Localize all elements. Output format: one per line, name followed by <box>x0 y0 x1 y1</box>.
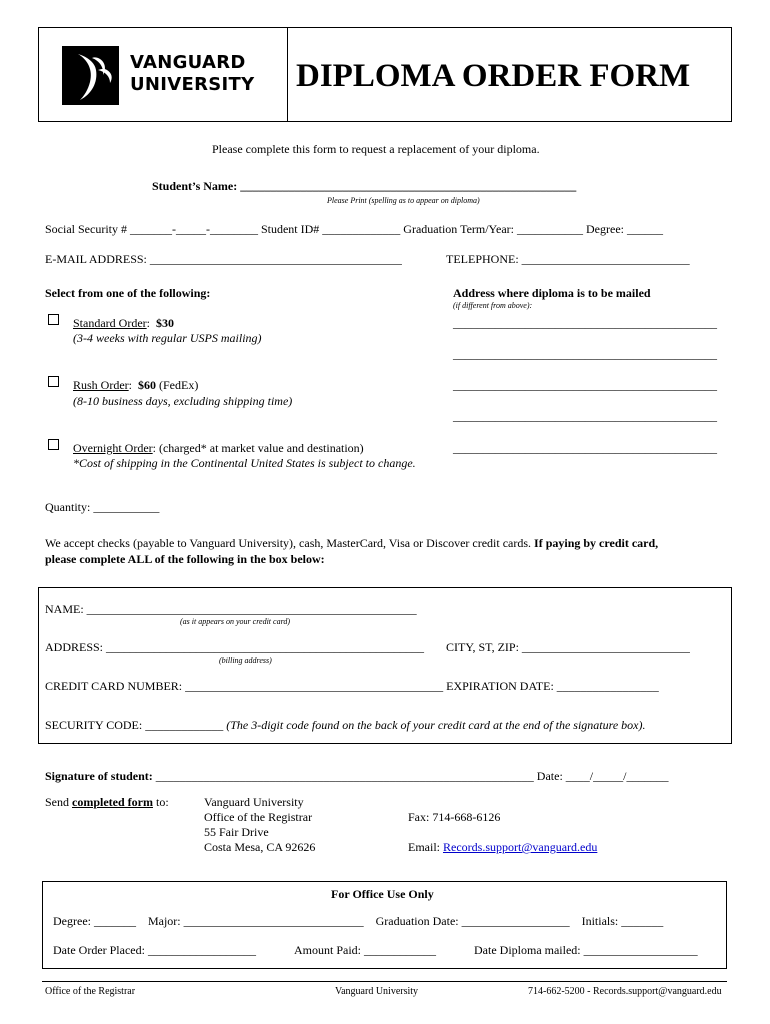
fax-number: Fax: 714-668-6126 <box>408 810 501 824</box>
id-fields-line[interactable]: Social Security # _______-_____-________ Student ID# _____________ Graduation Term/Year: ___________ Degree: ______ <box>45 222 663 236</box>
email-contact: Email: Records.support@vanguard.edu <box>408 840 598 854</box>
office-use-title: For Office Use Only <box>331 887 434 901</box>
quantity-field[interactable]: Quantity: ___________ <box>45 500 160 514</box>
amount-paid-field[interactable]: Amount Paid: ____________ <box>294 943 437 957</box>
student-name-hint: Please Print (spelling as to appear on diploma) <box>327 196 480 205</box>
footer-center: Vanguard University <box>335 986 419 997</box>
payment-instruction: please complete ALL of the following in the box below: <box>45 552 325 566</box>
select-heading: Select from one of the following: <box>45 286 211 300</box>
student-name-field[interactable]: Student’s Name: ________________________________________________________ <box>152 179 577 193</box>
rush-order-label: Rush Order: $60 (FedEx) <box>73 378 199 392</box>
mailing-address-line[interactable]: ____________________________________________ <box>453 441 717 455</box>
overnight-order-checkbox[interactable] <box>48 439 59 450</box>
mailing-address-line[interactable]: ____________________________________________ <box>453 378 717 392</box>
cc-address-hint: (billing address) <box>219 656 272 665</box>
footer-right: 714-662-5200 - Records.support@vanguard.edu <box>528 986 722 997</box>
mailing-address-line[interactable]: ____________________________________________ <box>453 316 717 330</box>
standard-order-checkbox[interactable] <box>48 314 59 325</box>
send-address-line: Office of the Registrar <box>204 810 313 824</box>
standard-order-label: Standard Order: $30 <box>73 316 174 330</box>
email-field[interactable]: E-MAIL ADDRESS: __________________________________________ <box>45 252 402 266</box>
office-use-row-1[interactable]: Degree: _______ Major: ______________________________ Graduation Date: __________________ Initials: _______ <box>53 914 664 928</box>
overnight-order-label: Overnight Order: (charged* at market value and destination) <box>73 441 364 455</box>
footer-rule <box>42 981 727 982</box>
intro-text: Please complete this form to request a replacement of your diploma. <box>212 142 540 156</box>
standard-order-note: (3-4 weeks with regular USPS mailing) <box>73 331 262 345</box>
cc-name-field[interactable]: NAME: _______________________________________________________ <box>45 602 417 616</box>
cc-number-field[interactable]: CREDIT CARD NUMBER: ___________________________________________ EXPIRATION DATE: _________________ <box>45 679 659 693</box>
mailing-address-subheading: (if different from above): <box>453 301 533 310</box>
university-logo-icon <box>62 46 119 105</box>
cc-name-hint: (as it appears on your credit card) <box>180 617 291 626</box>
overnight-order-note: *Cost of shipping in the Continental United States is subject to change. <box>73 456 416 470</box>
cc-address-field[interactable]: ADDRESS: _____________________________________________________ <box>45 640 425 654</box>
telephone-field[interactable]: TELEPHONE: ____________________________ <box>446 252 690 266</box>
footer-left: Office of the Registrar <box>45 986 136 997</box>
send-address-line: Costa Mesa, CA 92626 <box>204 840 316 854</box>
date-diploma-mailed-field[interactable]: Date Diploma mailed: ___________________ <box>474 943 698 957</box>
send-to-label: Send completed form to: <box>45 795 169 809</box>
send-address-line: Vanguard University <box>204 795 304 809</box>
logo-line-1: VANGUARD <box>130 52 246 73</box>
header-divider <box>287 27 288 122</box>
payment-text: We accept checks (payable to Vanguard University), cash, MasterCard, Visa or Discover credit cards. If paying by credit card, <box>45 536 659 550</box>
rush-order-checkbox[interactable] <box>48 376 59 387</box>
mailing-address-line[interactable]: ____________________________________________ <box>453 347 717 361</box>
signature-field[interactable]: Signature of student: _______________________________________________________________ Date: ____/_____/_______ <box>45 769 669 783</box>
send-address-line: 55 Fair Drive <box>204 825 269 839</box>
email-link[interactable]: Records.support@vanguard.edu <box>443 840 598 854</box>
mailing-address-heading: Address where diploma is to be mailed <box>453 286 651 300</box>
cc-security-field[interactable]: SECURITY CODE: _____________ (The 3-digit code found on the back of your credit card at the end of the signature box). <box>45 718 646 732</box>
rush-order-note: (8-10 business days, excluding shipping time) <box>73 394 293 408</box>
cc-city-field[interactable]: CITY, ST, ZIP: ____________________________ <box>446 640 690 654</box>
date-order-placed-field[interactable]: Date Order Placed: __________________ <box>53 943 256 957</box>
form-title: DIPLOMA ORDER FORM <box>296 58 691 94</box>
logo-line-2: UNIVERSITY <box>130 74 255 95</box>
mailing-address-line[interactable]: ____________________________________________ <box>453 409 717 423</box>
